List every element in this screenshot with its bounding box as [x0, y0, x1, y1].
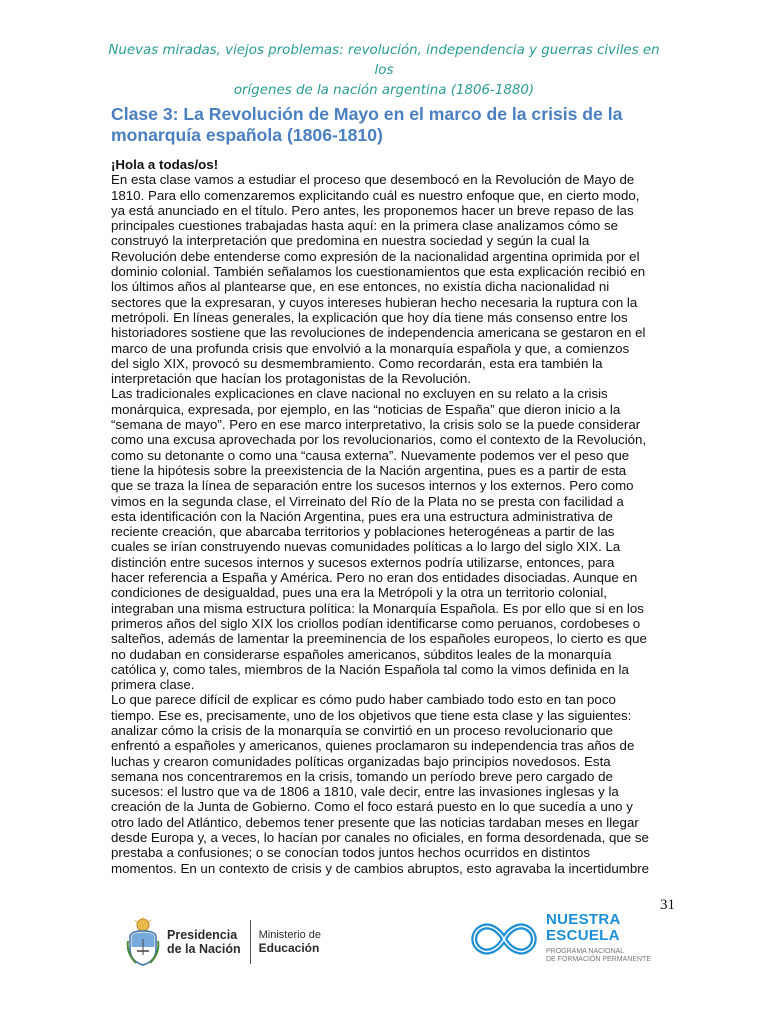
body-line: historiadores sostiene que las revoluciones de independencia americana se gestaron en el [111, 325, 646, 341]
page-number: 31 [660, 897, 675, 913]
body-line: monárquica, expresada, por ejemplo, en las “noticias de España” que dieron inicio a la [111, 401, 621, 417]
body-line: Lo que parece difícil de explicar es cómo pudo haber cambiado todo esto en tan poco [111, 692, 616, 708]
body-line: metrópoli. En líneas generales, la explicación que hoy día tiene más consenso entre los [111, 309, 628, 325]
presidencia-logo [126, 914, 321, 970]
body-line: luchas y crearon comunidades políticas organizadas bajo principios novedosos. Esta [111, 753, 611, 769]
body-line: ya está anunciado en el título. Pero antes, les proponemos hacer un breve repaso de las [111, 202, 634, 218]
body-line: sucesos: el lustro que va de 1806 a 1810, vale decir, entre las invasiones inglesas y la [111, 784, 619, 800]
class-title [111, 104, 671, 146]
body-text [111, 157, 691, 876]
presidencia-text [167, 928, 241, 957]
body-line: salteños, además de lamentar la preeminencia de los españoles europeos, lo cierto es que [111, 631, 647, 647]
document-running-header [100, 41, 668, 101]
body-line: dominio colonial. También señalamos los cuestionamientos que esta explicación recibió en [111, 264, 646, 280]
body-line: analizar cómo la crisis de la monarquía se convirtió en un proceso revolucionario que [111, 722, 613, 738]
body-line: semana nos concentraremos en la crisis, tomando un período breve pero cargado de [111, 768, 613, 784]
body-line: creación de la Junta de Gobierno. Como el foco estará puesto en lo que sucedía a uno y [111, 799, 633, 815]
body-line: reciente creación, que abarcaba territorios y poblaciones heterogéneas a partir de las [111, 524, 615, 540]
presidencia-line-1: Presidencia [167, 927, 238, 942]
escuela-line-2: ESCUELA [546, 927, 620, 944]
body-line: Las tradicionales explicaciones en clave nacional no excluyen en su relato a la crisis [111, 386, 608, 402]
header-line-1: Nuevas miradas, viejos problemas: revolución, independencia y guerras civiles en los [108, 43, 660, 78]
title-line-2: monarquía española (1806-1810) [111, 125, 383, 145]
body-line: “semana de mayo”. Pero en ese marco interpretativo, la crisis solo se la puede considerar [111, 417, 641, 433]
body-line: hacer referencia a España y América. Pero no eran dos entidades disociadas. Aunque en [111, 570, 638, 586]
body-line: principales cuestiones trabajadas hasta aquí: en la primera clase analizamos cómo se [111, 218, 619, 234]
body-line: primeros años del siglo XIX los criollos podían identificarse como peruanos, cordobeses o [111, 615, 641, 631]
body-line: interpretación que hacían los protagonistas de la Revolución. [111, 371, 471, 387]
body-line: distinción entre sucesos internos y sucesos externos podría utilizarse, entonces, para [111, 554, 615, 570]
body-line: prestaba a confusiones; o se conocían todos juntos hechos ocurridos en distintos [111, 845, 590, 861]
body-line: cuales se irían construyendo nuevas comunidades políticas a lo largo del siglo XIX. La [111, 539, 621, 555]
body-line: como su detonante o como una “causa externa”. Nuevamente podemos ver el peso que [111, 447, 630, 463]
body-line: primera clase. [111, 677, 195, 693]
body-line: como una excusa aprovechada por los revolucionarios, como el contexto de la Revolución, [111, 432, 647, 448]
logo-divider [250, 920, 251, 964]
nuestra-escuela-logo [468, 912, 651, 972]
escuela-text [546, 912, 651, 964]
body-line: esta identificación con la Nación Argentina, pues era una estructura administrativa de [111, 508, 613, 524]
body-line: desde Europa y, a veces, lo hacían por canales no oficiales, en forma desordenada, que se [111, 830, 649, 846]
body-line: tiempo. Ese es, precisamente, uno de los objetivos que tiene esta clase y las siguientes: [111, 707, 632, 723]
body-line: no dudaban en considerarse españoles americanos, súbditos leales de la monarquía [111, 646, 612, 662]
body-line: momentos. En un contexto de crisis y de cambios abruptos, esto agravaba la incertidumbre [111, 860, 650, 876]
body-line: los últimos años al plantearse que, en ese entonces, no existía dicha nacionalidad ni [111, 279, 610, 295]
body-line: vimos en la segunda clase, el Virreinato del Río de la Plata no se presta con facilidad a [111, 493, 624, 509]
body-line: sectores que la expresaran, y cuyos intereses hubieran hecho necesaria la ruptura con la [111, 294, 638, 310]
greeting: ¡Hola a todas/os! [111, 157, 219, 172]
ministerio-line-2: Educación [258, 941, 320, 955]
ministerio-text [259, 929, 321, 955]
body-line: que se traza la línea de separación entre los sucesos internos y los externos. Pero como [111, 478, 634, 494]
body-line: 1810. Para ello comenzaremos explicitando cuál es nuestro enfoque que, en cierto modo, [111, 187, 640, 203]
escuela-line-1: NUESTRA [546, 911, 621, 928]
infinity-icon [468, 920, 540, 958]
escuela-sub-1: PROGRAMA NACIONAL [546, 948, 625, 955]
body-line: integraban una misma estructura política: la Monarquía Española. Es por ello que si en los [111, 600, 644, 616]
header-line-2: orígenes de la nación argentina (1806-1880) [233, 83, 535, 98]
body-line: del siglo XIX, provocó su desmembramiento. Como recordarán, esta era también la [111, 355, 603, 371]
body-line: tiene la hipótesis sobre la preexistencia de la Nación argentina, pues es a partir de esta [111, 462, 627, 478]
body-line: En esta clase vamos a estudiar el proceso que desembocó en la Revolución de Mayo de [111, 172, 635, 188]
escuela-sub-2: DE FORMACIÓN PERMANENTE [546, 956, 652, 963]
body-line: Revolución debe entenderse como expresión de la nacionalidad argentina oprimida por el [111, 248, 640, 264]
argentina-coat-of-arms-icon [126, 917, 160, 967]
presidencia-line-2: de la Nación [167, 942, 241, 956]
body-line: construyó la interpretación que predomina en nuestra sociedad y según la cual la [111, 233, 590, 249]
body-line: condiciones de desigualdad, pues una era la Metrópoli y la otra un territorio colonial, [111, 585, 607, 601]
body-line: otro lado del Atlántico, debemos tener presente que las noticias tardaban meses en llegar [111, 814, 639, 830]
title-line-1: Clase 3: La Revolución de Mayo en el marco de la crisis de la [111, 104, 623, 124]
body-line: católica y, como tales, miembros de la Nación Española tal como la vimos definida en la [111, 661, 629, 677]
footer [0, 908, 768, 978]
body-line: enfrentó a españoles y americanos, quienes proclamaron su independencia tras años de [111, 738, 635, 754]
body-line: marco de una profunda crisis que envolvió a la monarquía española y que, a comienzos [111, 340, 630, 356]
ministerio-line-1: Ministerio de [258, 929, 321, 941]
